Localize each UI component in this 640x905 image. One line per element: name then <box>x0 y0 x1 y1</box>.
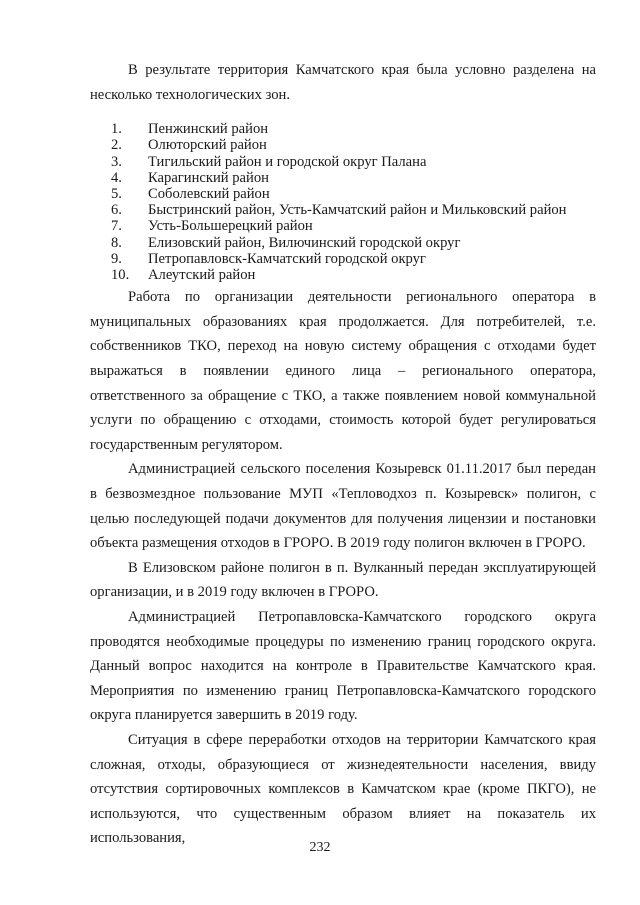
paragraph-kozyrevsk-landfill: Администрацией сельского поселения Козыревск 01.11.2017 был передан в безвозмездное пользование МУП «Тепловодхоз п. Козыревск» полигон, с целью последующей подачи документов для получения лицензии и постановки объекта размещения отходов в ГРОРО. В 2019 году полигон включен в ГРОРО. <box>90 461 596 552</box>
list-item-number: 10. <box>111 267 130 284</box>
list-item-label: Усть-Большерецкий район <box>148 218 313 235</box>
list-item <box>90 267 596 283</box>
list-item <box>90 186 596 202</box>
zones-list <box>90 121 596 283</box>
list-item-number: 2. <box>111 137 122 154</box>
list-item-label: Олюторский район <box>148 137 267 154</box>
paragraph-city-boundaries: Администрацией Петропавловска-Камчатского городского округа проводятся необходимые процедуры по изменению границ городского округа. Данный вопрос находится на контроле в Правительстве Камчатского края. Мероприятия по изменению границ Петропавловска-Камчатского городского округа планируется завершить в 2019 году. <box>90 608 596 724</box>
paragraph-waste-processing: Ситуация в сфере переработки отходов на территории Камчатского края сложная, отходы, образующиеся от жизнедеятельности населения, ввиду отсутствия сортировочных комплексов в Камчатском крае (кроме ПКГО), не используются, что существенным образом влияет на показатель их использования, <box>90 731 596 847</box>
list-item <box>90 235 596 251</box>
list-item <box>90 121 596 137</box>
list-item-label: Алеутский район <box>148 267 256 284</box>
list-item <box>90 154 596 170</box>
page-number: 232 <box>309 840 331 855</box>
list-item-number: 6. <box>111 202 122 219</box>
page-content <box>90 58 596 851</box>
list-item-label: Тигильский район и городской округ Палана <box>148 153 427 170</box>
paragraph-regional-operator: Работа по организации деятельности регионального оператора в муниципальных образованиях края продолжается. Для потребителей, т.е. собственников ТКО, переход на новую систему обращения с отходами будет выражаться в появлении единого лица – регионального оператора, ответственного за обращение с ТКО, а также появлением новой коммунальной услуги по обращению с отходами, стоимость которой будет регулироваться государственным регулятором. <box>90 289 596 453</box>
list-item-number: 5. <box>111 186 122 202</box>
list-item-label: Соболевский район <box>148 186 270 202</box>
list-item-number: 1. <box>111 121 122 138</box>
list-item-number: 3. <box>111 153 122 170</box>
list-item <box>90 218 596 234</box>
list-item-number: 7. <box>111 218 122 235</box>
list-item <box>90 170 596 186</box>
list-item-number: 9. <box>111 250 122 267</box>
intro-paragraph: В результате территория Камчатского края была условно разделена на несколько технологических зон. <box>90 62 596 103</box>
list-item-label: Карагинский район <box>148 169 269 186</box>
list-item-number: 8. <box>111 234 122 251</box>
list-item-label: Быстринский район, Усть-Камчатский район и Мильковский район <box>148 202 567 219</box>
list-item <box>90 202 596 218</box>
list-item-number: 4. <box>111 169 122 186</box>
list-item <box>90 251 596 267</box>
list-item <box>90 137 596 153</box>
list-item-label: Елизовский район, Вилючинский городской округ <box>148 234 461 251</box>
list-item-label: Пенжинский район <box>148 121 269 138</box>
paragraph-elizovo-landfill: В Елизовском районе полигон в п. Вулканный передан эксплуатирующей организации, и в 2019 году включен в ГРОРО. <box>90 559 596 601</box>
list-item-label: Петропавловск-Камчатский городской округ <box>148 250 426 267</box>
